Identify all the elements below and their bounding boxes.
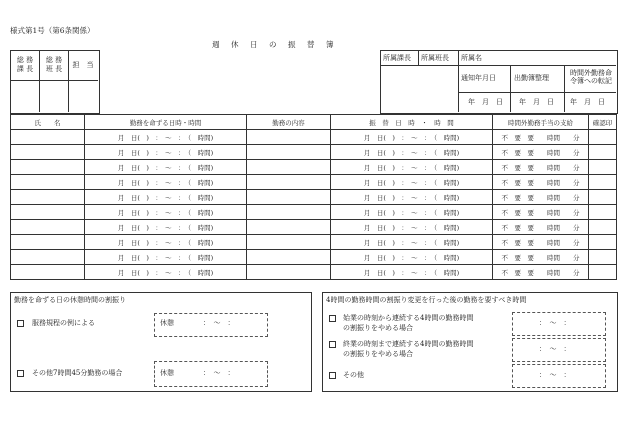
name-cell[interactable]: [11, 220, 85, 235]
transfer-datetime-cell[interactable]: 月 日( ) ： ～ ： （ 時間): [331, 160, 493, 175]
transfer-datetime-cell[interactable]: 月 日( ) ： ～ ： （ 時間): [331, 250, 493, 265]
table-row: [11, 190, 617, 205]
name-cell[interactable]: [11, 145, 85, 160]
work-content-cell[interactable]: [247, 160, 331, 175]
stamp-label-section-chief: 所属課長: [383, 54, 411, 62]
overtime-allowance-cell[interactable]: 不 要 要 時間 分: [493, 250, 589, 265]
confirmation-seal-cell[interactable]: [589, 190, 617, 205]
stamp-label-general-affairs-leader: 総 務 班 長: [45, 56, 63, 73]
name-cell[interactable]: [11, 190, 85, 205]
confirmation-seal-cell[interactable]: [589, 160, 617, 175]
work-content-cell[interactable]: [247, 130, 331, 145]
overtime-allowance-cell[interactable]: 不 要 要 時間 分: [493, 205, 589, 220]
date-notification: 年 月 日: [468, 98, 503, 106]
table-row: [11, 175, 617, 190]
option-from-start-line1: 始業の時刻から連続する4時間の勤務時間: [343, 314, 474, 322]
name-cell[interactable]: [11, 205, 85, 220]
work-content-cell[interactable]: [247, 145, 331, 160]
stamp-label-department-name: 所属名: [461, 54, 482, 62]
confirmation-seal-cell[interactable]: [589, 205, 617, 220]
checkbox-other[interactable]: [329, 372, 336, 379]
option-other-schedule: その他7時間45分勤務の場合: [32, 369, 123, 377]
header-name: 氏 名: [11, 115, 85, 130]
date-overtime-transfer: 年 月 日: [570, 98, 605, 106]
ordered-datetime-cell[interactable]: 月 日( ) ： ～ ： （ 時間): [85, 190, 247, 205]
stamp-label-general-affairs-chief: 総 務 課 長: [16, 56, 34, 73]
option-other: その他: [343, 371, 364, 379]
work-content-cell[interactable]: [247, 265, 331, 280]
ordered-datetime-cell[interactable]: 月 日( ) ： ～ ： （ 時間): [85, 160, 247, 175]
stamp-label-staff: 担 当: [72, 61, 94, 69]
option-standard-rules: 服務規程の例による: [32, 319, 95, 327]
break-value-1: ： ～ ：: [203, 319, 235, 327]
transfer-datetime-cell[interactable]: 月 日( ) ： ～ ： （ 時間): [331, 190, 493, 205]
confirmation-seal-cell[interactable]: [589, 130, 617, 145]
four-hour-value-1: ： ～ ：: [539, 319, 571, 327]
header-transfer-datetime: 振 替 日 時 ・ 時 間: [331, 115, 493, 130]
name-cell[interactable]: [11, 175, 85, 190]
transfer-datetime-cell[interactable]: 月 日( ) ： ～ ： （ 時間): [331, 175, 493, 190]
header-confirmation-seal: 確認印: [589, 115, 617, 130]
confirmation-seal-cell[interactable]: [589, 220, 617, 235]
stamp-label-section-leader: 所属班長: [421, 54, 449, 62]
name-cell[interactable]: [11, 160, 85, 175]
confirmation-seal-cell[interactable]: [589, 235, 617, 250]
table-row: [11, 220, 617, 235]
form-number: 様式第1号（第6条関係）: [10, 26, 95, 35]
ordered-datetime-cell[interactable]: 月 日( ) ： ～ ： （ 時間): [85, 235, 247, 250]
confirmation-seal-cell[interactable]: [589, 265, 617, 280]
option-to-end-line2: の割振りをやめる場合: [343, 350, 413, 358]
break-time-title: 勤務を命ずる日の休憩時間の割振り: [14, 296, 126, 304]
table-row: [11, 130, 617, 145]
checkbox-to-end[interactable]: [329, 341, 336, 348]
ordered-datetime-cell[interactable]: 月 日( ) ： ～ ： （ 時間): [85, 250, 247, 265]
four-hour-value-2: ： ～ ：: [539, 345, 571, 353]
overtime-allowance-cell[interactable]: 不 要 要 時間 分: [493, 220, 589, 235]
name-cell[interactable]: [11, 250, 85, 265]
table-row: [11, 205, 617, 220]
name-cell[interactable]: [11, 235, 85, 250]
label-attendance-record: 出勤簿整理: [514, 74, 549, 82]
four-hour-title: 4時間の勤務時間の割振り変更を行った後の勤務を要すべき時間: [326, 296, 527, 304]
overtime-allowance-cell[interactable]: 不 要 要 時間 分: [493, 175, 589, 190]
ordered-datetime-cell[interactable]: 月 日( ) ： ～ ： （ 時間): [85, 145, 247, 160]
table-row: [11, 250, 617, 265]
ordered-datetime-cell[interactable]: 月 日( ) ： ～ ： （ 時間): [85, 205, 247, 220]
overtime-allowance-cell[interactable]: 不 要 要 時間 分: [493, 265, 589, 280]
work-content-cell[interactable]: [247, 235, 331, 250]
overtime-allowance-cell[interactable]: 不 要 要 時間 分: [493, 190, 589, 205]
break-label-1: 休憩: [160, 319, 174, 327]
ordered-datetime-cell[interactable]: 月 日( ) ： ～ ： （ 時間): [85, 175, 247, 190]
confirmation-seal-cell[interactable]: [589, 145, 617, 160]
transfer-datetime-cell[interactable]: 月 日( ) ： ～ ： （ 時間): [331, 145, 493, 160]
overtime-allowance-cell[interactable]: 不 要 要 時間 分: [493, 145, 589, 160]
transfer-datetime-cell[interactable]: 月 日( ) ： ～ ： （ 時間): [331, 235, 493, 250]
overtime-allowance-cell[interactable]: 不 要 要 時間 分: [493, 130, 589, 145]
table-row: [11, 235, 617, 250]
date-attendance: 年 月 日: [519, 98, 554, 106]
name-cell[interactable]: [11, 130, 85, 145]
break-value-2: ： ～ ：: [203, 369, 235, 377]
overtime-allowance-cell[interactable]: 不 要 要 時間 分: [493, 160, 589, 175]
work-content-cell[interactable]: [247, 250, 331, 265]
overtime-allowance-cell[interactable]: 不 要 要 時間 分: [493, 235, 589, 250]
header-overtime-allowance: 時間外勤務手当の支給: [493, 115, 589, 130]
ordered-datetime-cell[interactable]: 月 日( ) ： ～ ： （ 時間): [85, 220, 247, 235]
option-to-end-line1: 終業の時刻まで連続する4時間の勤務時間: [343, 340, 474, 348]
work-content-cell[interactable]: [247, 175, 331, 190]
label-notification-date: 通知年月日: [461, 74, 496, 82]
label-overtime-transfer: 時間外勤務命 令簿への転記: [570, 69, 612, 85]
table-row: [11, 265, 617, 280]
four-hour-value-3: ： ～ ：: [539, 371, 571, 379]
option-from-start-line2: の割振りをやめる場合: [343, 324, 413, 332]
work-content-cell[interactable]: [247, 220, 331, 235]
table-row: [11, 160, 617, 175]
name-cell[interactable]: [11, 265, 85, 280]
confirmation-seal-cell[interactable]: [589, 175, 617, 190]
checkbox-standard-rules[interactable]: [17, 320, 24, 327]
page-title: 週 休 日 の 振 替 簿: [212, 40, 336, 49]
work-content-cell[interactable]: [247, 205, 331, 220]
checkbox-other-schedule[interactable]: [17, 370, 24, 377]
transfer-table: [10, 114, 617, 280]
transfer-datetime-cell[interactable]: 月 日( ) ： ～ ： （ 時間): [331, 205, 493, 220]
ordered-datetime-cell[interactable]: 月 日( ) ： ～ ： （ 時間): [85, 265, 247, 280]
transfer-datetime-cell[interactable]: 月 日( ) ： ～ ： （ 時間): [331, 265, 493, 280]
transfer-datetime-cell[interactable]: 月 日( ) ： ～ ： （ 時間): [331, 130, 493, 145]
break-label-2: 休憩: [160, 369, 174, 377]
header-work-content: 勤務の内容: [247, 115, 331, 130]
table-row: [11, 145, 617, 160]
transfer-datetime-cell[interactable]: 月 日( ) ： ～ ： （ 時間): [331, 220, 493, 235]
header-ordered-datetime: 勤務を命ずる日時・時間: [85, 115, 247, 130]
ordered-datetime-cell[interactable]: 月 日( ) ： ～ ： （ 時間): [85, 130, 247, 145]
checkbox-from-start[interactable]: [329, 315, 336, 322]
confirmation-seal-cell[interactable]: [589, 250, 617, 265]
work-content-cell[interactable]: [247, 190, 331, 205]
